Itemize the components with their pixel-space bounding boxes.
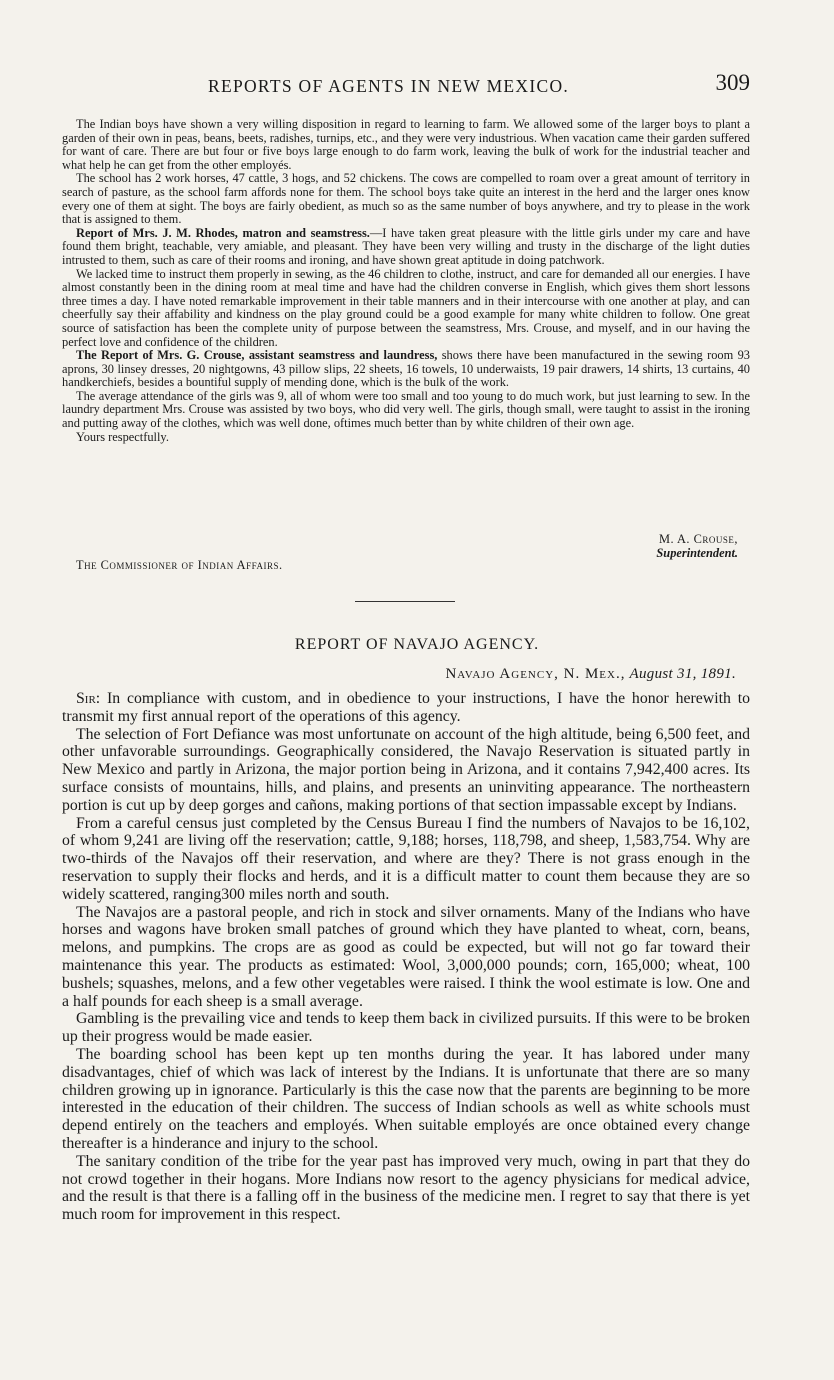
- matron-report-heading: Report of Mrs. J. M. Rhodes, matron and seamstress.: [76, 225, 370, 240]
- running-header: [60, 70, 750, 104]
- salutation-paragraph: [62, 690, 750, 726]
- seamstress-report-text: shows there have been manufactured in the sewing room 93 aprons, 30 linsey dresses, 20 nightgowns, 43 pillow slips, 22 sheets, 16 towels, 10 underwaists, 19 pair drawers, 14 shirts, 13 curtains, 40 handkerchiefs, besides a bountiful supply of mending done, which is the bulk of the work.: [62, 348, 750, 390]
- seamstress-report-heading: The Report of Mrs. G. Crouse, assistant seamstress and laundress,: [76, 348, 438, 363]
- header-title: REPORTS OF AGENTS IN NEW MEXICO.: [208, 76, 570, 96]
- gambling-paragraph: Gambling is the prevailing vice and tends to keep them back in civilized pursuits. If this were to be broken up their progress would be made easier.: [62, 1010, 750, 1046]
- boarding-school-paragraph: The boarding school has been kept up ten months during the year. It has labored under many disadvantages, chief of which was lack of interest by the Indians. It is unfortunate that there are so many children growing up in ignorance. Particularly is this the case now that the parents are beginning to be more interested in the education of their children. The success of Indian schools as well as white schools must depend entirely on the teachers and employés. When suitable employés are once obtained every change thereafter is a hinderance and injury to the school.: [62, 1045, 750, 1152]
- addressee-line: The Commissioner of Indian Affairs.: [76, 558, 283, 572]
- dateline: [445, 666, 736, 683]
- fort-defiance-paragraph: The selection of Fort Defiance was most unfortunate on account of the high altitude, being 6,500 feet, and other unfavorable surroundings. Geographically considered, the Navajo Reservation is situated partly in New Mexico and partly in Arizona, the major portion being in Arizona, and it contains 7,942,400 acres. Its surface consists of mountains, hills, and plains, and presents an uninviting appearance. The northeastern portion is cut up by deep gorges and cañons, making portions of that section impassable except by Indians.: [62, 725, 750, 814]
- signatory-name: M. A. Crouse,: [658, 532, 738, 546]
- school-paragraph-livestock: The school has 2 work horses, 47 cattle, 3 hogs, and 52 chickens. The cows are compelled to roam over a great amount of territory in search of pasture, as the school farm affords none for them. The school boys take quite an interest in the herd and the larger ones know every one of them at sight. The boys are fairly obedient, as much so as the same number of boys anywhere, and try to please in the work that is assigned to them.: [62, 171, 750, 227]
- matron-report-paragraph: [62, 227, 750, 268]
- dateline-place: Navajo Agency, N. Mex.,: [445, 666, 626, 682]
- school-report-section: [62, 118, 750, 444]
- pastoral-paragraph: The Navajos are a pastoral people, and rich in stock and silver ornaments. Many of the Indians who have horses and wagons have broken small patches of ground which they have planted to wheat, corn, beans, melons, and pumpkins. The crops are as good as could be expected, but will not go far toward their maintenance this year. The products as estimated: Wool, 3,000,000 pounds; corn, 165,000; wheat, 100 bushels; squashes, melons, and a few other vegetables were raised. I think the wool estimate is low. One and a half pounds for each sheep is a small average.: [62, 903, 750, 1010]
- salutation: Sir:: [76, 690, 101, 707]
- closing-line: Yours respectfully.: [76, 429, 169, 444]
- page-number: 309: [715, 70, 750, 95]
- school-paragraph-farming: The Indian boys have shown a very willing disposition in regard to learning to farm. We allowed some of the larger boys to plant a garden of their own in peas, beans, beets, radishes, turnips, etc., and they were very industrious. When vacation came their garden suffered for want of care. There are but four or five boys large enough to do farm work, leaving the bulk of work for the industrial teacher and what help he can get from the other employés.: [62, 117, 750, 172]
- navajo-report-body: [62, 690, 750, 1224]
- seamstress-report-paragraph: [62, 349, 750, 390]
- sanitary-paragraph: The sanitary condition of the tribe for the year past has improved very much, owing in part that they do not crowd together in their hogans. More Indians now resort to the agency physicians for medical advice, and the result is that there is a falling off in the business of the medicine men. I regret to say that there is yet much room for improvement in this respect.: [62, 1152, 750, 1224]
- section-divider: [355, 601, 455, 602]
- sewing-instruction-paragraph: We lacked time to instruct them properly in sewing, as the 46 children to clothe, instruct, and care for demanded all our energies. I have almost constantly been in the dining room at meal time and have had the children converse in English, which gives them short lessons three times a day. I have noted remarkable improvement in their table manners and in their intercourse with one another at play, and can cheerfully say their affability and kindness on the play ground could be a good example for many white children to follow. One great source of satisfaction has been the complete unity of purpose between the seamstress, Mrs. Crouse, and myself, and in our having the perfect love and confidence of the children.: [62, 266, 750, 349]
- census-paragraph: From a careful census just completed by the Census Bureau I find the numbers of Navajos to be 16,102, of whom 9,241 are living off the reservation; cattle, 9,188; horses, 118,798, and sheep, 1,583,754. Why are two-thirds of the Navajos off their reservation, and where are they? There is not grass enough in the reservation to supply their flocks and herds, and it is a difficult matter to count them because they are so widely scattered, ranging300 miles north and south.: [62, 814, 750, 903]
- matron-report-text: —I have taken great pleasure with the little girls under my care and have found them bright, teachable, very amiable, and pleasant. They have been very willing and trusty in the discharge of the light duties intrusted to them, such as care of their rooms and ironing, and have shown great aptitude in doing patchwork.: [62, 225, 750, 267]
- dateline-date: August 31, 1891.: [629, 666, 736, 682]
- section-title: REPORT OF NAVAJO AGENCY.: [294, 636, 540, 653]
- signature-block: [656, 532, 738, 560]
- signatory-title: Superintendent.: [656, 546, 738, 560]
- opening-text: In compliance with custom, and in obedience to your instructions, I have the honor herewith to transmit my first annual report of the operations of this agency.: [62, 690, 750, 725]
- attendance-paragraph: The average attendance of the girls was 9, all of whom were too small and too young to do much work, but just learning to sew. In the laundry department Mrs. Crouse was assisted by two boys, who did very well. The girls, though small, were taught to assist in the ironing and putting away of the clothes, which was well done, oftimes much better than by white children of their own age.: [62, 388, 750, 431]
